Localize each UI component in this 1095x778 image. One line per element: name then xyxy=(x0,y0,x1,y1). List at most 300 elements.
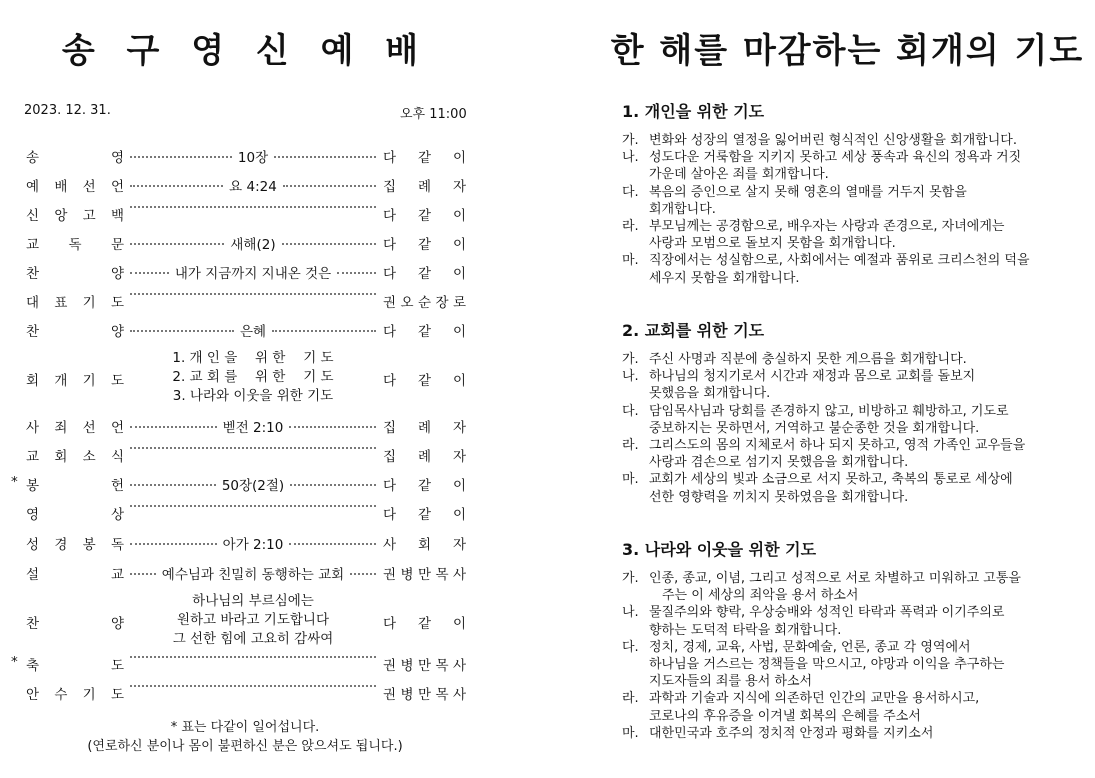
row-item-person-char: 권 xyxy=(383,295,397,311)
row-item-person xyxy=(383,533,466,553)
row-item-person-char: 장 xyxy=(435,295,449,311)
prayer-item-label: 가. xyxy=(622,571,639,586)
row-item-name xyxy=(26,445,124,465)
row-item-name xyxy=(26,146,124,166)
prayer-item-line: 사랑과 겸손으로 섬기지 못했음을 회개합니다. xyxy=(649,455,909,471)
row-item-name-char: 도 xyxy=(110,373,124,389)
prayer-item xyxy=(622,604,1082,638)
row-item-person-char: 자 xyxy=(452,179,466,195)
row-item-person-char: 권 xyxy=(383,687,397,703)
row-item-detail: 요 4:24 xyxy=(229,179,277,195)
row-item-name xyxy=(26,503,124,523)
prayer-item-line: 주신 사명과 직분에 충실하지 못한 게으름을 회개합니다. xyxy=(649,352,967,367)
leader-dots xyxy=(272,330,376,332)
prayer-item-list xyxy=(622,132,1082,287)
prayer-item-line: 못했음을 회개합니다. xyxy=(649,386,771,402)
prayer-item xyxy=(622,403,1082,437)
row-item-detail: 새해(2) xyxy=(230,237,276,253)
worship-row xyxy=(0,291,490,310)
row-item-person-char: 이 xyxy=(452,616,466,632)
worship-row xyxy=(0,204,490,223)
row-item-person-char: 례 xyxy=(417,449,432,465)
row-item-name xyxy=(26,204,124,224)
row-item-person-char: 같 xyxy=(417,324,432,340)
row-item-person-char: 이 xyxy=(452,150,466,166)
row-item-person-char: 병 xyxy=(400,658,414,674)
row-item-name-char: 소 xyxy=(82,449,96,465)
row-item-leader xyxy=(130,262,376,282)
row-item-person xyxy=(383,654,466,674)
row-item-person-char: 같 xyxy=(417,373,432,389)
row-item-detail: 은혜 xyxy=(239,324,267,340)
row-item-person-char: 사 xyxy=(383,537,397,553)
prayer-item-label: 마. xyxy=(622,472,639,488)
prayer-item-list xyxy=(622,351,1082,506)
row-item-detail-line: 1. 개 인 을 위 한 기 도 xyxy=(172,350,334,366)
prayer-item-text xyxy=(649,252,1082,286)
row-item-person-char: 같 xyxy=(417,266,432,282)
worship-row xyxy=(0,563,490,582)
row-item-name-char: 영 xyxy=(110,150,124,166)
row-item-name-char: 표 xyxy=(54,295,68,311)
leader-dots xyxy=(130,156,232,158)
leader-dots xyxy=(350,573,376,575)
row-item-name-char: 수 xyxy=(54,687,68,703)
leader-dots xyxy=(274,156,376,158)
row-item-name-char: 선 xyxy=(82,179,96,195)
row-item-name xyxy=(26,563,124,583)
row-item-leader xyxy=(130,503,376,507)
row-item-detail: 예수님과 친밀히 동행하는 교회 xyxy=(161,567,345,583)
row-item-person-char: 다 xyxy=(383,373,397,389)
row-item-name xyxy=(26,291,124,311)
prayer-item-line: 인종, 종교, 이념, 그리고 성적으로 서로 차별하고 미워하고 고통을 xyxy=(649,571,1021,586)
row-item-person xyxy=(383,445,466,465)
row-item-person xyxy=(383,204,466,224)
leader-dots xyxy=(337,272,376,274)
row-item-person xyxy=(383,474,466,494)
row-item-person-char: 이 xyxy=(452,237,466,253)
row-item-detail-line: 하나님의 부르심에는 xyxy=(192,593,314,609)
row-item-name-char: 교 xyxy=(26,449,40,465)
worship-title: 송 구 영 신 예 배 xyxy=(61,31,429,71)
row-item-person-char: 례 xyxy=(417,420,432,436)
row-item-person-char: 목 xyxy=(435,567,449,583)
standing-mark: * xyxy=(11,474,18,490)
prayer-item-label: 라. xyxy=(622,438,639,454)
row-item-person-char: 같 xyxy=(417,237,432,253)
leader-dots xyxy=(130,484,216,486)
row-item-name xyxy=(26,612,124,632)
row-item-person-char: 집 xyxy=(383,420,397,436)
leader-dots xyxy=(283,185,376,187)
prayer-item-label: 다. xyxy=(622,639,639,655)
prayer-item-line: 성도다운 거룩함을 지키지 못하고 세상 풍속과 육신의 정욕과 거짓 xyxy=(649,150,1022,166)
row-item-detail-lines xyxy=(130,349,376,406)
prayer-item xyxy=(622,252,1082,286)
leader-dots xyxy=(130,447,376,449)
row-item-person-char: 집 xyxy=(383,179,397,195)
row-item-person-char: 다 xyxy=(383,237,397,253)
prayer-item-label: 마. xyxy=(622,725,639,741)
row-item-person-char: 만 xyxy=(417,658,432,674)
row-item-detail-line: 원하고 바라고 기도합니다 xyxy=(176,612,330,628)
row-item-person xyxy=(383,683,466,703)
section-heading: 1. 개인을 위한 기도 xyxy=(622,102,765,121)
row-item-name-char: 교 xyxy=(110,567,124,583)
row-item-name-char: 봉 xyxy=(82,537,96,553)
prayer-item-line: 과학과 기술과 지식에 의존하던 인간의 교만을 용서하시고, xyxy=(649,691,980,707)
worship-row xyxy=(0,533,490,552)
row-item-person-char: 이 xyxy=(452,507,466,523)
row-item-name-char: 영 xyxy=(26,507,40,523)
leader-dots xyxy=(130,426,217,428)
row-item-person-char: 목 xyxy=(435,687,449,703)
row-item-name-char: 개 xyxy=(54,373,68,389)
prayer-item-line: 담임목사님과 당회를 존경하지 않고, 비방하고 훼방하고, 기도로 xyxy=(649,403,1009,419)
row-item-detail: 아가 2:10 xyxy=(222,537,284,553)
prayer-item-text xyxy=(649,690,1082,724)
order-of-worship-panel xyxy=(0,0,490,778)
worship-row xyxy=(0,262,490,281)
prayer-item xyxy=(622,132,1082,149)
standing-mark: * xyxy=(11,654,18,670)
row-item-name-char: 경 xyxy=(54,537,68,553)
row-item-name-char: 축 xyxy=(26,658,40,674)
prayer-item-line: 교회가 세상의 빛과 소금으로 서지 못하고, 축복의 통로로 세상에 xyxy=(649,472,1013,488)
row-item-person-char: 권 xyxy=(383,658,397,674)
row-item-name-char: 기 xyxy=(82,687,96,703)
leader-dots xyxy=(282,243,376,245)
row-item-name-char: 안 xyxy=(26,687,40,703)
row-item-name xyxy=(26,233,124,253)
row-item-name-char: 신 xyxy=(26,208,40,224)
worship-row xyxy=(0,416,490,435)
row-item-detail-line: 3. 나라와 이웃을 위한 기도 xyxy=(172,388,334,404)
row-item-person-char: 다 xyxy=(383,478,397,494)
worship-row xyxy=(0,683,490,702)
row-item-person xyxy=(383,262,466,282)
row-item-person-char: 사 xyxy=(452,567,466,583)
row-item-name-char: 기 xyxy=(82,295,96,311)
row-item-person-char: 사 xyxy=(452,658,466,674)
row-item-detail-line: 2. 교 회 를 위 한 기 도 xyxy=(172,369,334,385)
prayer-item-text xyxy=(649,471,1082,505)
prayer-item-line: 중보하지는 못하면서, 거역하고 불순종한 것을 회개합니다. xyxy=(649,420,980,436)
prayer-item-text xyxy=(649,368,1082,402)
row-item-name-char: 양 xyxy=(110,616,124,632)
row-item-person-char: 같 xyxy=(417,507,432,523)
worship-row xyxy=(0,233,490,252)
leader-dots xyxy=(130,206,376,208)
row-item-person xyxy=(383,563,466,583)
row-item-name xyxy=(26,474,124,494)
prayer-item xyxy=(622,184,1082,218)
row-item-person xyxy=(383,416,466,436)
worship-row xyxy=(0,320,490,339)
row-item-name-char: 찬 xyxy=(26,266,40,282)
prayer-item-label: 나. xyxy=(622,150,639,166)
prayer-item-line: 주는 이 세상의 죄악을 용서 하소서 xyxy=(649,588,859,604)
prayer-item-line: 하나님을 거스르는 정책들을 막으시고, 야망과 이익을 추구하는 xyxy=(649,657,1005,673)
row-item-name-char: 양 xyxy=(110,324,124,340)
leader-dots xyxy=(130,656,376,658)
row-item-person-char: 집 xyxy=(383,449,397,465)
row-item-person xyxy=(383,146,466,166)
row-item-leader xyxy=(130,175,376,195)
prayer-item xyxy=(622,368,1082,402)
row-item-person-char: 다 xyxy=(383,208,397,224)
prayer-item-text xyxy=(649,218,1082,252)
row-item-name-char: 성 xyxy=(26,537,40,553)
prayer-item-text xyxy=(649,132,1082,149)
prayer-item-line: 세우지 못함을 회개합니다. xyxy=(649,270,800,286)
row-item-leader xyxy=(130,233,376,253)
row-item-person-char: 오 xyxy=(400,295,414,311)
prayer-item-label: 라. xyxy=(622,219,639,235)
row-item-leader xyxy=(130,291,376,295)
leader-dots xyxy=(290,484,376,486)
row-item-leader xyxy=(130,533,376,553)
row-item-detail-line: 그 선한 힘에 고요히 감싸여 xyxy=(172,631,334,647)
section-heading: 3. 나라와 이웃을 위한 기도 xyxy=(622,540,817,559)
row-item-person xyxy=(383,291,466,311)
row-item-leader xyxy=(130,474,376,494)
row-item-name-char: 송 xyxy=(26,150,40,166)
worship-row xyxy=(0,654,490,673)
prayer-item-line: 선한 영향력을 끼치지 못하였음을 회개합니다. xyxy=(649,489,909,505)
leader-dots xyxy=(130,685,376,687)
row-item-name xyxy=(26,416,124,436)
row-item-name-char: 고 xyxy=(82,208,96,224)
row-item-person-char: 같 xyxy=(417,208,432,224)
leader-dots xyxy=(130,243,224,245)
row-item-detail: 50장(2절) xyxy=(221,478,285,494)
row-item-name-char: 언 xyxy=(110,420,124,436)
row-item-person-char: 로 xyxy=(452,295,466,311)
row-item-detail: 내가 지금까지 지내온 것은 xyxy=(174,266,332,282)
row-item-name-char: 도 xyxy=(110,295,124,311)
row-item-name-char: 앙 xyxy=(54,208,68,224)
worship-row xyxy=(0,592,490,649)
prayer-item xyxy=(622,639,1082,691)
row-item-name-char: 문 xyxy=(110,237,124,253)
prayer-item-line: 코로나의 후유증을 이겨낼 회복의 은혜를 주소서 xyxy=(649,708,921,724)
row-item-leader xyxy=(130,683,376,687)
row-item-person xyxy=(383,320,466,340)
row-item-name xyxy=(26,369,124,389)
row-item-name xyxy=(26,175,124,195)
row-item-detail: 10장 xyxy=(237,150,269,166)
prayer-item-text xyxy=(649,351,1082,368)
row-item-person xyxy=(383,175,466,195)
prayer-item-line: 대한민국과 호주의 정치적 안정과 평화를 지키소서 xyxy=(649,725,934,741)
row-item-name xyxy=(26,683,124,703)
row-item-detail-lines xyxy=(130,592,376,649)
row-item-person-char: 이 xyxy=(452,373,466,389)
prayer-item-line: 변화와 성장의 열정을 잃어버린 형식적인 신앙생활을 회개합니다. xyxy=(649,133,1017,148)
prayer-item xyxy=(622,149,1082,183)
prayer-item-text xyxy=(649,570,1082,604)
row-item-person-char: 사 xyxy=(452,687,466,703)
leader-dots xyxy=(289,543,376,545)
standing-note: * 표는 다같이 일어섭니다. xyxy=(170,720,320,735)
row-item-name-char: 언 xyxy=(110,179,124,195)
prayer-item-line: 사랑과 모범으로 돌보지 못함을 회개합니다. xyxy=(649,236,896,252)
row-item-person-char: 만 xyxy=(417,567,432,583)
row-item-name-char: 회 xyxy=(54,449,68,465)
row-item-leader xyxy=(130,320,376,340)
seating-note: (연로하신 분이나 몸이 불편하신 분은 앉으셔도 됩니다.) xyxy=(87,739,403,754)
row-item-person-char: 다 xyxy=(383,507,397,523)
prayer-item-label: 가. xyxy=(622,352,639,367)
row-item-person-char: 이 xyxy=(452,208,466,224)
leader-dots xyxy=(130,543,217,545)
prayer-item-label: 라. xyxy=(622,691,639,707)
row-item-person-char: 이 xyxy=(452,478,466,494)
row-item-name-char: 회 xyxy=(26,373,40,389)
worship-row xyxy=(0,474,490,493)
row-item-person-char: 자 xyxy=(452,420,466,436)
row-item-person-char: 다 xyxy=(383,616,397,632)
row-item-name-char: 죄 xyxy=(54,420,68,436)
worship-row xyxy=(0,503,490,522)
prayer-item-label: 마. xyxy=(622,253,639,269)
row-item-person-char: 만 xyxy=(417,687,432,703)
prayer-item-label: 다. xyxy=(622,403,639,419)
row-item-person-char: 같 xyxy=(417,150,432,166)
row-item-person-char: 목 xyxy=(435,658,449,674)
prayer-item-line: 지도자들의 죄를 용서 하소서 xyxy=(649,674,813,690)
row-item-person-char: 순 xyxy=(417,295,432,311)
row-item-name xyxy=(26,533,124,553)
row-item-name xyxy=(26,654,124,674)
worship-row xyxy=(0,146,490,165)
section-heading: 2. 교회를 위한 기도 xyxy=(622,321,765,340)
prayer-item-list xyxy=(622,570,1082,742)
prayer-item-label: 가. xyxy=(622,133,639,148)
leader-dots xyxy=(130,505,376,507)
row-item-name-char: 찬 xyxy=(26,616,40,632)
row-item-person xyxy=(383,233,466,253)
prayer-item xyxy=(622,351,1082,368)
prayer-item-text xyxy=(649,639,1082,691)
row-item-name-char: 찬 xyxy=(26,324,40,340)
prayer-item-line: 부모님께는 공경함으로, 배우자는 사랑과 존경으로, 자녀에게는 xyxy=(649,219,1005,235)
row-item-name-char: 양 xyxy=(110,266,124,282)
prayer-item xyxy=(622,570,1082,604)
row-item-person-char: 같 xyxy=(417,478,432,494)
row-item-person xyxy=(383,612,466,632)
row-item-person-char: 자 xyxy=(452,537,466,553)
row-item-name-char: 교 xyxy=(26,237,40,253)
row-item-person xyxy=(383,503,466,523)
prayer-title: 한 해를 마감하는 회개의 기도 xyxy=(610,31,1085,71)
prayer-item xyxy=(622,471,1082,505)
leader-dots xyxy=(130,272,169,274)
row-item-leader xyxy=(130,416,376,436)
row-item-name-char: 기 xyxy=(82,373,96,389)
row-item-leader xyxy=(130,204,376,208)
prayer-item-line: 그리스도의 몸의 지체로서 하나 되지 못하고, 영적 가족인 교우들을 xyxy=(649,438,1026,454)
row-item-name-char: 봉 xyxy=(26,478,40,494)
worship-row xyxy=(0,349,490,406)
prayer-item-text xyxy=(649,604,1082,638)
prayer-item-label: 나. xyxy=(622,605,639,621)
row-item-name-char: 상 xyxy=(110,507,124,523)
row-item-person-char: 자 xyxy=(452,449,466,465)
row-item-leader xyxy=(130,563,376,583)
row-item-name xyxy=(26,320,124,340)
prayer-item xyxy=(622,690,1082,724)
row-item-name-char: 도 xyxy=(110,687,124,703)
row-item-person-char: 같 xyxy=(417,616,432,632)
row-item-name-char: 설 xyxy=(26,567,40,583)
row-item-name-char: 대 xyxy=(26,295,40,311)
worship-row xyxy=(0,175,490,194)
prayer-item-text xyxy=(649,437,1082,471)
prayer-item-text xyxy=(649,403,1082,437)
leader-dots xyxy=(130,330,234,332)
worship-row xyxy=(0,445,490,464)
row-item-person-char: 이 xyxy=(452,266,466,282)
row-item-name-char: 도 xyxy=(110,658,124,674)
row-item-leader xyxy=(130,654,376,658)
row-item-person-char: 병 xyxy=(400,567,414,583)
leader-dots xyxy=(130,573,156,575)
prayer-item-line: 하나님의 청지기로서 시간과 재정과 몸으로 교회를 돌보지 xyxy=(649,369,976,385)
prayer-item-line: 복음의 증인으로 살지 못해 영혼의 열매를 거두지 못함을 xyxy=(649,184,967,200)
row-item-name-char: 사 xyxy=(26,420,40,436)
service-time: 오후 11:00 xyxy=(400,107,467,122)
prayer-item-label: 나. xyxy=(622,369,639,385)
prayer-item-line: 향하는 도덕적 타락을 회개합니다. xyxy=(649,622,842,638)
row-item-name-char: 배 xyxy=(54,179,68,195)
prayer-item-line: 정치, 경제, 교육, 사법, 문화예술, 언론, 종교 각 영역에서 xyxy=(649,639,971,655)
leader-dots xyxy=(130,185,223,187)
row-item-leader xyxy=(130,146,376,166)
row-item-name-char: 독 xyxy=(68,237,82,253)
row-item-person-char: 회 xyxy=(417,537,432,553)
row-item-detail: 벧전 2:10 xyxy=(222,420,284,436)
prayer-item-text xyxy=(649,725,1082,742)
leader-dots xyxy=(289,426,376,428)
prayer-item xyxy=(622,437,1082,471)
row-item-name-char: 독 xyxy=(110,537,124,553)
row-item-person-char: 이 xyxy=(452,324,466,340)
prayer-item-text xyxy=(649,149,1082,183)
row-item-name xyxy=(26,262,124,282)
row-item-person-char: 병 xyxy=(400,687,414,703)
row-item-person-char: 권 xyxy=(383,567,397,583)
row-item-person xyxy=(383,369,466,389)
row-item-name-char: 헌 xyxy=(110,478,124,494)
prayer-item xyxy=(622,218,1082,252)
row-item-name-char: 선 xyxy=(82,420,96,436)
prayer-item-line: 회개합니다. xyxy=(649,201,716,217)
row-item-person-char: 다 xyxy=(383,324,397,340)
prayer-item-label: 다. xyxy=(622,184,639,200)
prayer-item-line: 가운데 살아온 죄를 회개합니다. xyxy=(649,167,829,183)
prayer-item-line: 물질주의와 향락, 우상숭배와 성적인 타락과 폭력과 이기주의로 xyxy=(649,605,1005,621)
service-date: 2023. 12. 31. xyxy=(24,103,111,118)
row-item-person-char: 다 xyxy=(383,150,397,166)
prayer-item-text xyxy=(649,184,1082,218)
prayer-item xyxy=(622,725,1082,742)
repentance-prayer-panel xyxy=(600,0,1095,778)
row-item-name-char: 백 xyxy=(110,208,124,224)
prayer-item-line: 직장에서는 성실함으로, 사회에서는 예절과 품위로 크리스천의 덕을 xyxy=(649,253,1030,269)
